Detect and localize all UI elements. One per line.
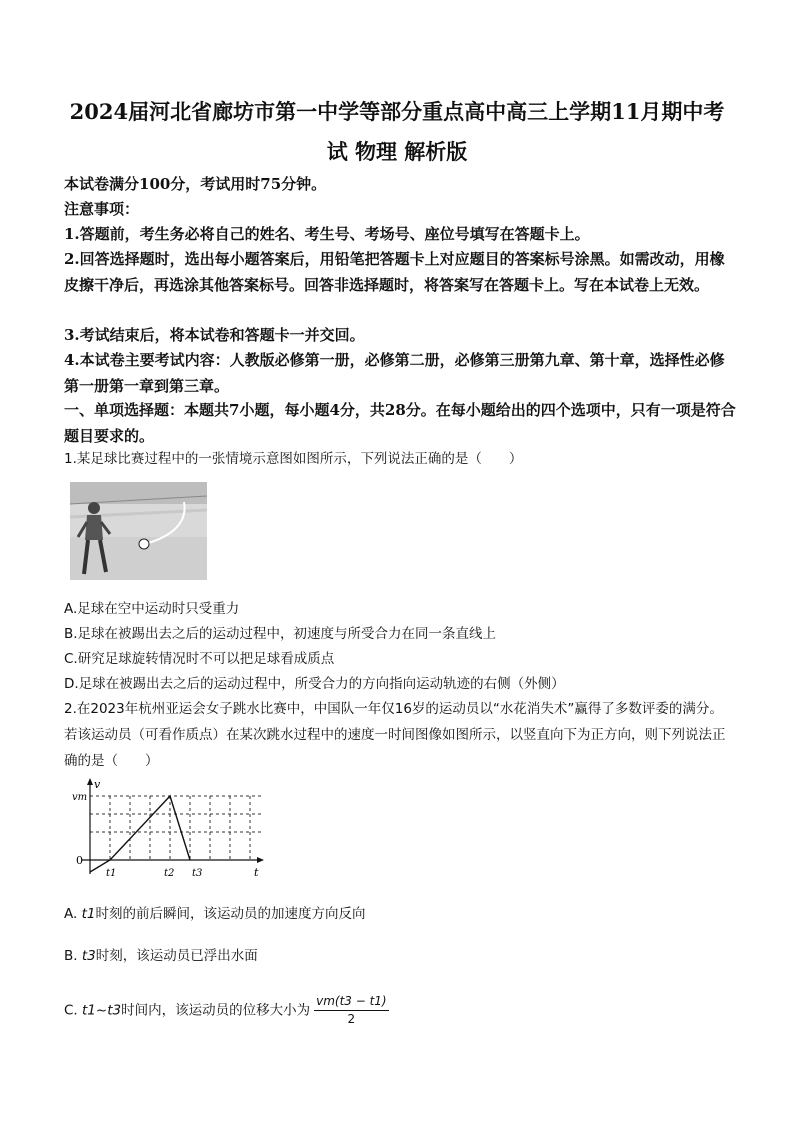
t-axis-label: t: [254, 866, 259, 879]
velocity-time-graph: [72, 776, 268, 884]
displacement-fraction: [314, 993, 389, 1028]
q2-option-a-var: t1: [81, 906, 96, 922]
paper-title-line2: 试 物理 解析版: [326, 139, 468, 164]
q2-option-b-prefix: B.: [64, 948, 82, 964]
paper-title-line1: 2024届河北省廊坊市第一中学等部分重点高中高三上学期11月期中考: [69, 99, 725, 124]
q1-option-d: D.足球在被踢出去之后的运动过程中，所受合力的方向指向运动轨迹的右侧（外侧）: [64, 676, 565, 692]
q1-stem: 1.某足球比赛过程中的一张情境示意图如图所示，下列说法正确的是（ ）: [64, 451, 523, 467]
t2-label: t2: [164, 868, 175, 879]
q2-option-b-var: t3: [81, 948, 96, 964]
q2-option-a: [64, 901, 736, 927]
q1-option-c: C.研究足球旋转情况时不可以把足球看成质点: [64, 651, 335, 667]
fraction-numerator: vm(t3 − t1): [314, 993, 389, 1011]
t1-label: t1: [106, 868, 117, 879]
t3-label: t3: [192, 868, 203, 879]
q2-option-a-text: 时刻的前后瞬间，该运动员的加速度方向反向: [95, 906, 366, 922]
soccer-scene-figure: [70, 482, 207, 580]
score-time-text: 本试卷满分100分，考试用时75分钟。: [64, 175, 327, 193]
v-axis-label: v: [94, 778, 101, 791]
q2-option-c-text: 时间内，该运动员的位移大小为: [121, 1002, 311, 1019]
note-1: 1.答题前，考生务必将自己的姓名、考生号、考场号、座位号填写在答题卡上。: [64, 225, 590, 243]
q2-option-c-prefix: C.: [64, 1002, 83, 1019]
note-4: 4.本试卷主要考试内容：人教版必修第一册，必修第二册，必修第三册第九章、第十章，选择性必修第一册第一章到第三章。: [64, 351, 725, 395]
q2-option-a-prefix: A.: [64, 906, 82, 922]
q2-stem: 2.在2023年杭州亚运会女子跳水比赛中，中国队一年仅16岁的运动员以“水花消失术”赢得了多数评委的满分。若该运动员（可看作质点）在某次跳水过程中的速度一时间图像如图所示，以竖直向下为正方向，则下列说法正确的是（ ）: [64, 701, 726, 769]
note-2: 2.回答选择题时，选出每小题答案后，用铅笔把答题卡上对应题目的答案标号涂黑。如需改动，用橡皮擦干净后，再选涂其他答案标号。回答非选择题时，将答案写在答题卡上。写在本试卷上无效。: [64, 250, 725, 294]
q2-option-c-range: t1~t3: [82, 1002, 122, 1019]
section-heading: 一、单项选择题：本题共7小题，每小题4分，共28分。在每小题给出的四个选项中，只有一项是符合题目要求的。: [64, 401, 736, 445]
notes-heading: 注意事项：: [64, 200, 140, 218]
fraction-denominator: 2: [347, 1012, 356, 1026]
origin-label: 0: [76, 854, 83, 867]
note-3: 3.考试结束后，将本试卷和答题卡一并交回。: [64, 326, 365, 344]
q2-option-b-text: 时刻，该运动员已浮出水面: [95, 948, 258, 964]
q1-option-b: B.足球在被踢出去之后的运动过程中，初速度与所受合力在同一条直线上: [64, 626, 497, 642]
q2-option-c: [64, 993, 736, 1028]
q2-option-b: [64, 943, 736, 969]
vm-label: vm: [72, 792, 88, 803]
q1-option-a: A.足球在空中运动时只受重力: [64, 601, 240, 617]
